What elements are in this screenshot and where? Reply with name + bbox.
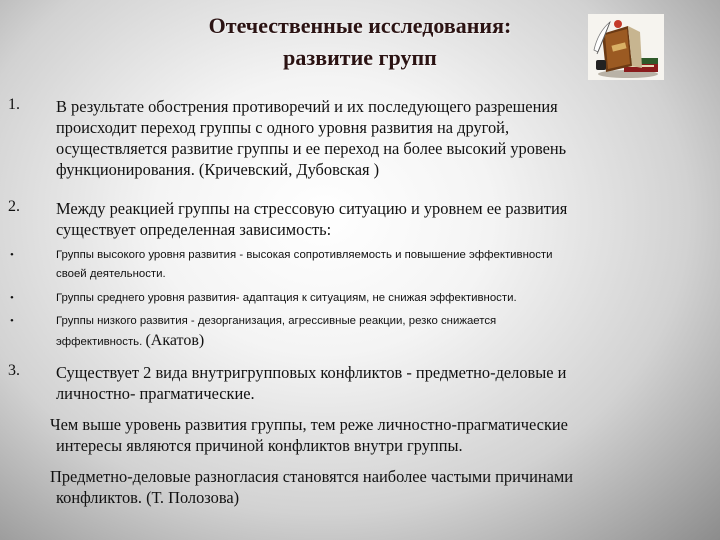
title-line-2: развитие групп [283, 45, 437, 70]
text-line: своей деятельности. [56, 268, 166, 280]
book-with-pen-clipart-icon [588, 14, 664, 80]
text-line: существует определенная зависимость: [56, 220, 332, 239]
list-number-1: 1. [8, 96, 20, 113]
text-line: Группы среднего уровня развития- адаптация к ситуациям, не снижая эффективности. [56, 292, 517, 304]
text-fragment: эффективность. [56, 336, 143, 348]
list-number-2: 2. [8, 198, 20, 215]
text-line [56, 331, 696, 352]
paragraph-business-disagreements [50, 466, 690, 508]
bullet-item-low-level [56, 312, 696, 352]
slide-title [150, 10, 570, 74]
text-line: функционирования. (Кричевский, Дубовская ) [56, 160, 380, 179]
bullet-marker: • [10, 292, 14, 304]
text-line: осуществляется развитие группы и ее переход на более высокий уровень [56, 139, 567, 158]
text-line: Предметно-деловые разногласия становятся наиболее частыми причинами [50, 467, 574, 486]
text-line: личностно- прагматические. [56, 384, 255, 403]
author-reference: (Акатов) [145, 332, 205, 349]
text-line: Чем выше уровень развития группы, тем реже личностно-прагматические [50, 415, 568, 434]
list-item-3 [56, 362, 696, 404]
text-line: интересы являются причиной конфликтов внутри группы. [56, 436, 463, 455]
title-line-1: Отечественные исследования: [208, 13, 512, 38]
bullet-marker: • [10, 315, 14, 327]
text-line: В результате обострения противоречий и их последующего разрешения [56, 97, 558, 116]
bullet-item-high-level [56, 246, 696, 284]
list-item-2 [56, 198, 696, 240]
list-item-1 [56, 96, 696, 180]
bullet-item-mid-level [56, 289, 696, 308]
list-number-3: 3. [8, 362, 20, 379]
bullet-marker: • [10, 249, 14, 261]
paragraph-conflicts-interests [50, 414, 690, 456]
text-line: конфликтов. (Т. Полозова) [56, 488, 240, 507]
text-line: Группы низкого развития - дезорганизация, агрессивные реакции, резко снижается [56, 315, 497, 327]
text-line: Группы высокого уровня развития - высокая сопротивляемость и повышение эффективности [56, 249, 553, 261]
text-line: Между реакцией группы на стрессовую ситуацию и уровнем ее развития [56, 199, 568, 218]
text-line: происходит переход группы с одного уровня развития на другой, [56, 118, 510, 137]
text-line: Существует 2 вида внутригрупповых конфликтов - предметно-деловые и [56, 363, 567, 382]
